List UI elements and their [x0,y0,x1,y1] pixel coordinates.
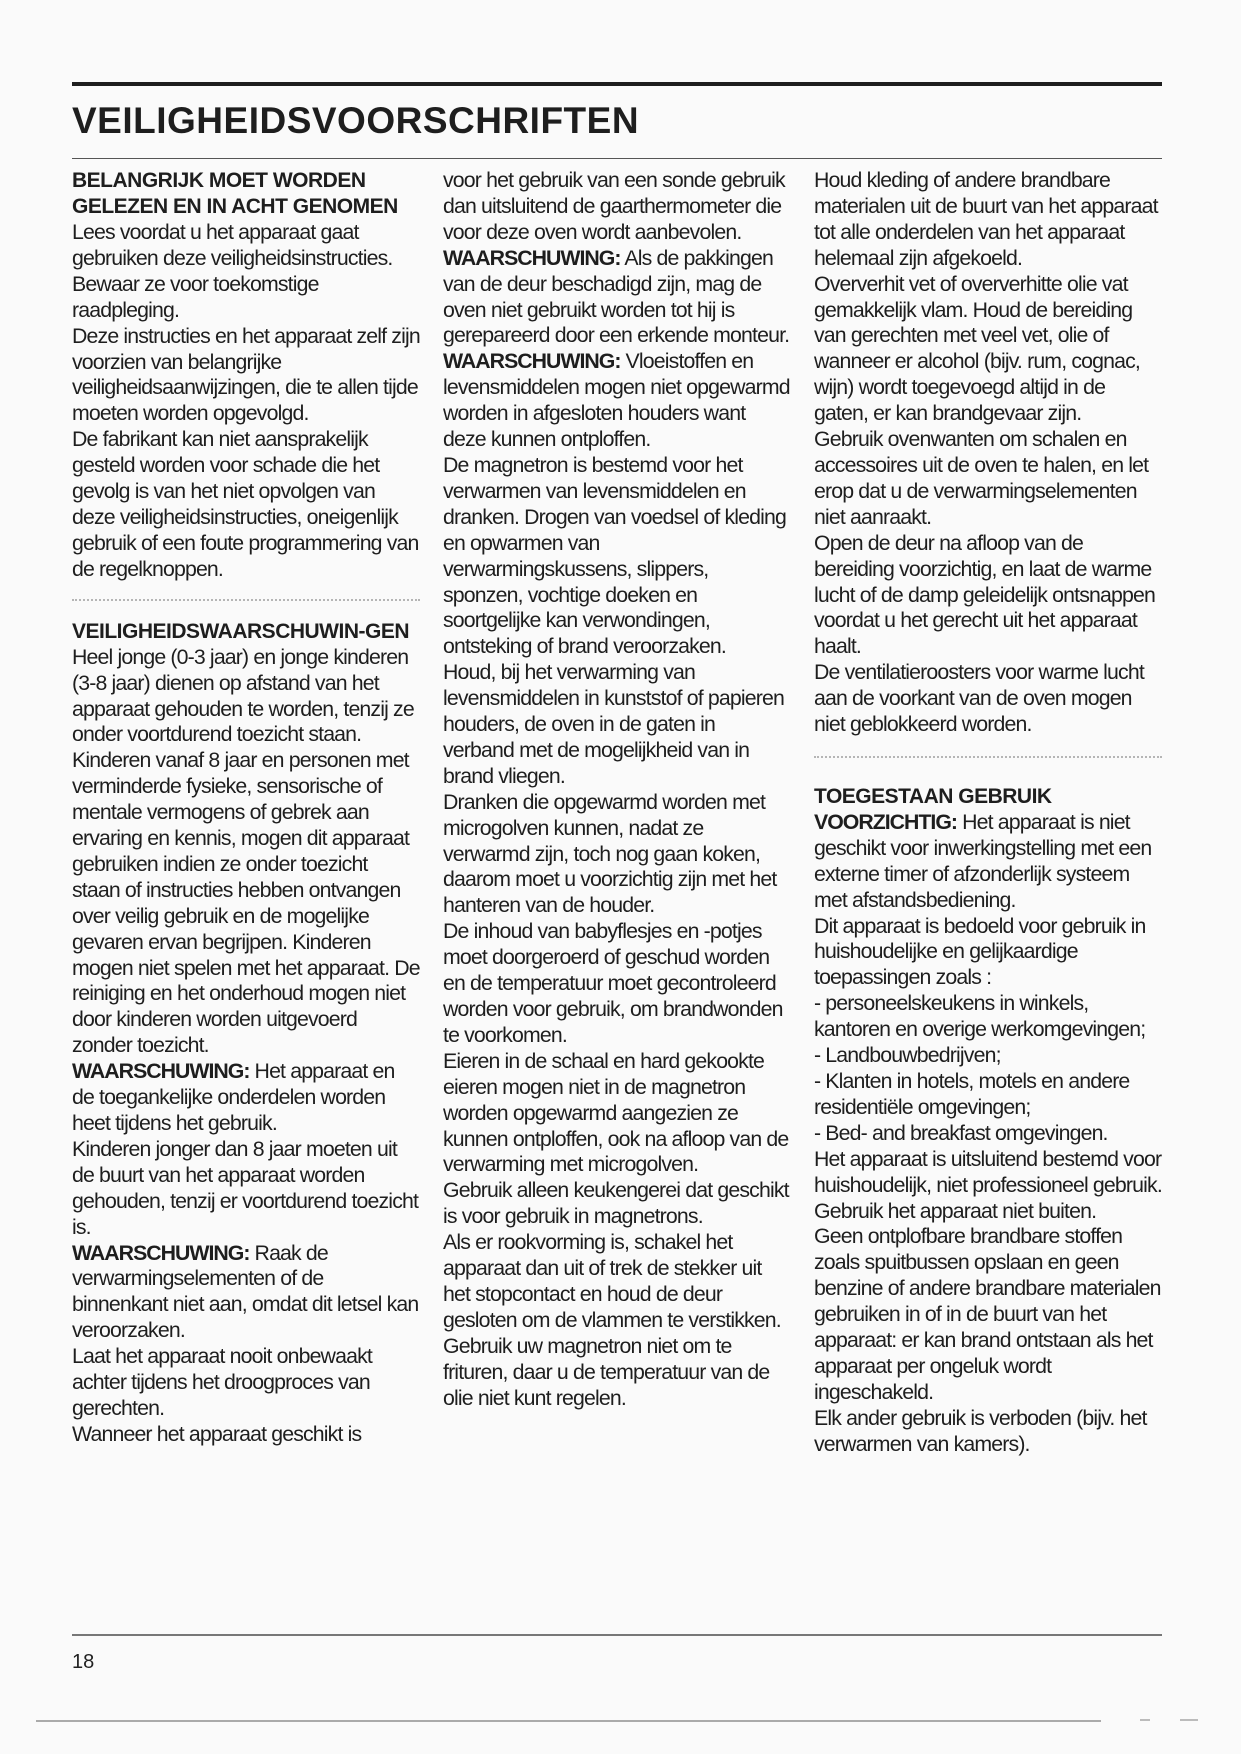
list-item: - Landbouwbedrijven; [814,1043,1001,1068]
paragraph: Bewaar ze voor toekomstige raadpleging. [72,271,319,322]
footer-tick [1140,1719,1150,1721]
paragraph: Kinderen jonger dan 8 jaar moeten uit de buurt van het apparaat worden gehouden, tenzij er voortdurend toezicht is. [72,1136,419,1239]
footer-rule [36,1720,1101,1722]
section-heading-permitted-use: TOEGESTAAN GEBRUIK [814,784,1052,808]
warning-paragraph: WAARSCHUWING: Het apparaat en de toegankelijke onderdelen worden heet tijdens het gebruik. [72,1059,395,1135]
paragraph: Dit apparaat is bedoeld voor gebruik in huishoudelijke en gelijkaardige toepassingen zoals : [814,913,1146,990]
section-heading-important: BELANGRIJK MOET WORDEN GELEZEN EN IN ACHT GENOMEN [72,169,398,218]
top-rule [72,82,1162,86]
paragraph: Wanneer het apparaat geschikt is [72,1421,362,1446]
bottom-rule [72,1634,1162,1636]
list-item: - Bed- and breakfast omgevingen. [814,1120,1108,1145]
paragraph: De magnetron is bestemd voor het verwarmen van levensmiddelen en dranken. Drogen van voedsel of kleding en opwarmen van verwarmingskussens, slippers, sponzen, vochtige doeken en soortgelijke kan verwondingen, ontsteking of brand veroorzaken. [443,452,787,659]
paragraph: De inhoud van babyflesjes en -potjes moet doorgeroerd of geschud worden en de temperatuur moet gecontroleerd worden voor gebruik, om brandwonden te voorkomen. [443,919,783,1047]
paragraph: Het apparaat is uitsluitend bestemd voor huishoudelijk, niet professioneel gebruik. [814,1146,1162,1197]
warning-label: WAARSCHUWING: [72,1059,250,1084]
caution-paragraph: VOORZICHTIG: Het apparaat is niet geschikt voor inwerkingstelling met een externe timer of afzonderlijk systeem met afstandsbediening. [814,809,1152,912]
paragraph: Lees voordat u het apparaat gaat gebruiken deze veiligheidsinstructies. [72,220,393,270]
column-3 [814,168,1162,1458]
column-1 [72,168,420,1448]
dotted-separator [72,599,420,601]
paragraph: Kinderen vanaf 8 jaar en personen met verminderde fysieke, sensorische of mentale vermogens of gebrek aan ervaring en kennis, mogen dit apparaat gebruiken indien ze onder toezicht staan of instructies hebben ontvangen over veilig gebruik en de mogelijke gevaren ervan begrijpen. Kinderen mogen niet spelen met het apparaat. De reiniging en het onderhoud mogen niet door kinderen worden uitgevoerd zonder toezicht. [72,748,420,1058]
warning-paragraph: WAARSCHUWING: Raak de verwarmingselementen of de binnenkant niet aan, omdat dit letsel kan veroorzaken. [72,1240,419,1343]
paragraph: Gebruik uw magnetron niet om te frituren, daar u de temperatuur van de olie niet kunt regelen. [443,1333,770,1410]
paragraph: Deze instructies en het apparaat zelf zijn voorzien van belangrijke veiligheidsaanwijzingen, die te allen tijde moeten worden opgevolgd. [72,323,420,426]
page-number: 18 [72,1651,95,1673]
column-2 [443,168,791,1412]
warning-label: WAARSCHUWING: [72,1240,250,1265]
warning-label: WAARSCHUWING: [443,349,621,374]
paragraph: Elk ander gebruik is verboden (bijv. het verwarmen van kamers). [814,1405,1147,1456]
dotted-separator [814,756,1162,758]
page-title: VEILIGHEIDSVOORSCHRIFTEN [72,100,640,141]
warning-paragraph: WAARSCHUWING: Vloeistoffen en levensmiddelen mogen niet opgewarmd worden in afgesloten houders want deze kunnen ontploffen. [443,349,790,452]
paragraph: Dranken die opgewarmd worden met microgolven kunnen, nadat ze verwarmd zijn, toch nog gaan koken, daarom moet u voorzichtig zijn met het hanteren van de houder. [443,789,777,918]
paragraph: Als er rookvorming is, schakel het apparaat dan uit of trek de stekker uit het stopcontact en houd de deur gesloten om de vlammen te verstikken. [443,1230,781,1332]
paragraph: Gebruik ovenwanten om schalen en accessoires uit de oven te halen, en let erop dat u de verwarmingselementen niet aanraakt. [814,427,1149,529]
caution-label: VOORZICHTIG: [814,809,957,834]
footer-tick [1180,1719,1198,1721]
paragraph: Heel jonge (0-3 jaar) en jonge kinderen (3-8 jaar) dienen op afstand van het apparaat gehouden te worden, tenzij ze onder voortdurend toezicht staan. [72,644,414,747]
warning-paragraph: WAARSCHUWING: Als de pakkingen van de deur beschadigd zijn, mag de oven niet gebruikt worden tot hij is gerepareerd door een erkende monteur. [443,245,790,348]
paragraph: De fabrikant kan niet aansprakelijk gesteld worden voor schade die het gevolg is van het niet opvolgen van deze veiligheidsinstructies, oneigenlijk gebruik of een foute programmering van de regelknoppen. [72,427,419,581]
title-rule [72,158,1162,159]
paragraph: Houd, bij het verwarming van levensmiddelen in kunststof of papieren houders, de oven in de gaten in verband met de mogelijkheid van in brand vliegen. [443,660,784,788]
paragraph: Houd kleding of andere brandbare materialen uit de buurt van het apparaat tot alle onderdelen van het apparaat helemaal zijn afgekoeld. [814,168,1158,270]
list-item: - Klanten in hotels, motels en andere residentiële omgevingen; [814,1069,1130,1119]
paragraph: voor het gebruik van een sonde gebruik dan uitsluitend de gaarthermometer die voor deze oven wordt aanbevolen. [443,168,785,244]
paragraph: Open de deur na afloop van de bereiding voorzichtig, en laat de warme lucht of de damp geleidelijk ontsnappen voordat u het gerecht uit het apparaat haalt. [814,530,1155,659]
paragraph: Oververhit vet of oververhitte olie vat gemakkelijk vlam. Houd de bereiding van gerechten met veel vet, olie of wanneer er alcohol (bijv. rum, cognac, wijn) wordt toegevoegd altijd in de gaten, er kan brandgevaar zijn. [814,271,1140,426]
list-item: - personeelskeukens in winkels, kantoren en overige werkomgevingen; [814,991,1146,1042]
paragraph: Gebruik het apparaat niet buiten. [814,1198,1097,1223]
paragraph: Eieren in de schaal en hard gekookte eieren mogen niet in de magnetron worden opgewarmd aangezien ze kunnen ontploffen, ook na afloop van de verwarming met microgolven. [443,1048,789,1177]
paragraph: Gebruik alleen keukengerei dat geschikt is voor gebruik in magnetrons. [443,1178,789,1229]
paragraph: Geen ontplofbare brandbare stoffen zoals spuitbussen opslaan en geen benzine of andere brandbare materialen gebruiken in of in de buurt van het apparaat: er kan brand ontstaan als het apparaat per ongeluk wordt ingeschakeld. [814,1224,1161,1404]
warning-label: WAARSCHUWING: [443,245,621,270]
paragraph: Laat het apparaat nooit onbewaakt achter tijdens het droogproces van gerechten. [72,1344,372,1420]
section-heading-warnings: VEILIGHEIDSWAARSCHUWIN-GEN [72,619,410,643]
paragraph: De ventilatieroosters voor warme lucht aan de voorkant van de oven mogen niet geblokkeerd worden. [814,660,1144,737]
